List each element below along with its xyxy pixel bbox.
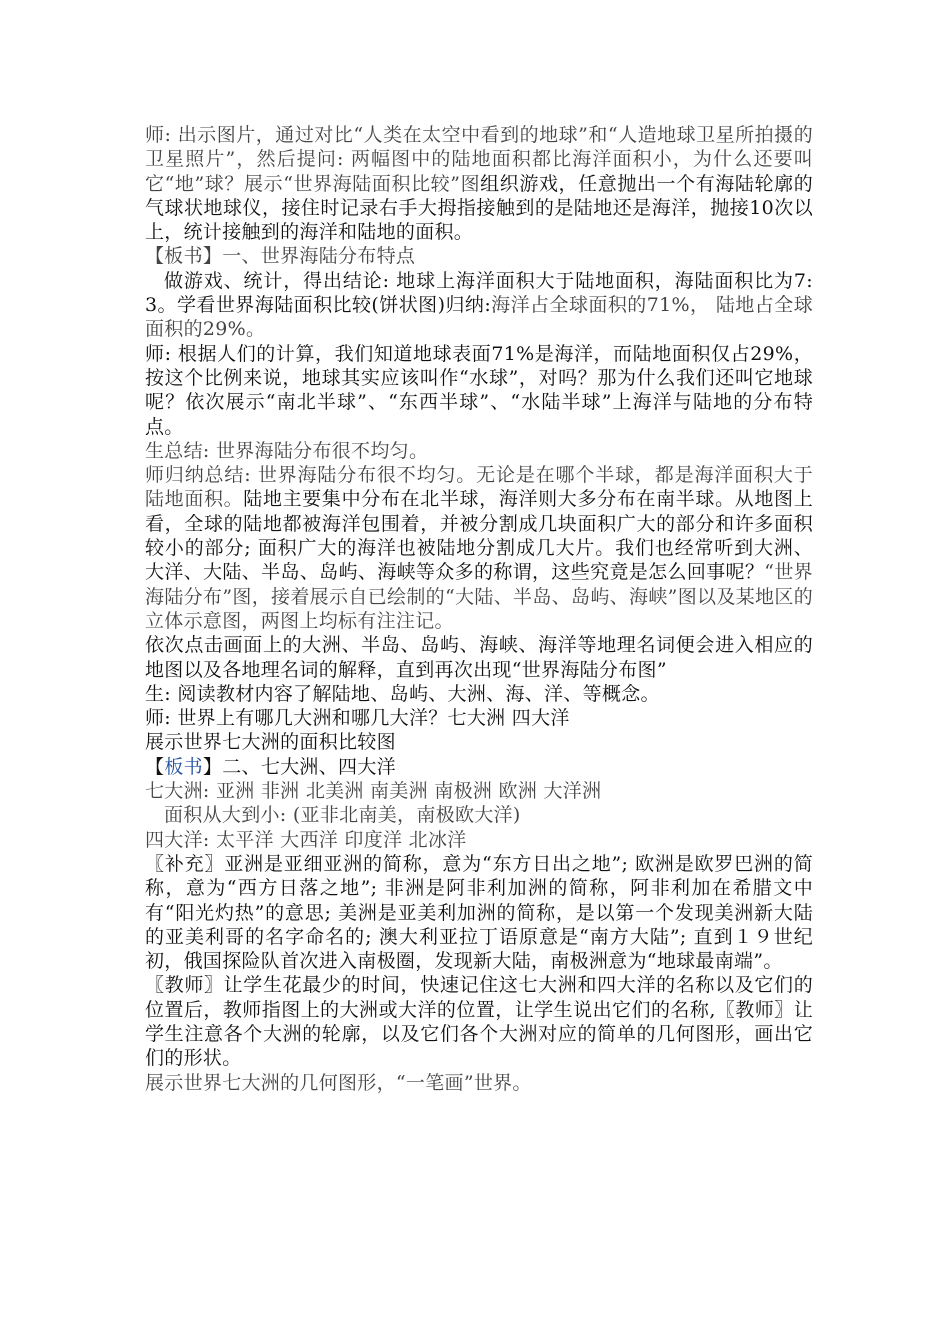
paragraph-click-terms: 依次点击画面上的大洲、半岛、岛屿、海峡、海洋等地理名词便会进入相应的地图以及各地理名词的解释，直到再次出现“世界海陆分布图” (145, 634, 813, 681)
text-segment: 〖教师〗让学生花最少的时间，快速记住这七大洲和四大洋的名称以及它们的位置后，教师指图上的大洲或大洋的位置，让学生说出它们的名称, (145, 974, 813, 1021)
document-page (145, 123, 813, 1095)
paragraph-supplement: 〖补充〗亚洲是亚细亚洲的简称，意为“东方日出之地”; 欧洲是欧罗巴洲的简称，意为“西方日落之地”; 非洲是阿非利加洲的简称，阿非利加在希腊文中有“阳光灼热”的意思; 美洲是亚美利加洲的简称，是以第一个发现美洲新大陆的亚美利哥的名字命名的; 澳大利亚拉丁语原意是“南方大陆”; 直到１９世纪初，俄国探险队首次进入南极圈，发现新大陆，南极洲意为“地球最南端”。 (145, 852, 813, 973)
text-segment: “世界海陆分布”图，接着展示自已绘制的“大陆、半岛、岛屿、海峡”图以及某地区的立体示意图，两图上均标有注注记。 (145, 561, 813, 632)
text-segment: 组织游戏，任意抛出一个有海陆轮廓的气球状地球仪，接住时记录右手大拇指接触到的是陆地还是海洋，抛接10次以上，统计接触到的海洋和陆地的面积。 (145, 172, 813, 244)
paragraph-four-oceans: 四大洋: 太平洋 大西洋 印度洋 北冰洋 (145, 828, 467, 851)
board-word: 板书 (164, 755, 203, 778)
paragraph-teacher-summary (145, 463, 813, 633)
text-segment: 师: 出示图片，通过对比“人类在太空中看到的地球”和“人造地球卫星所拍摄的卫星照片”，然后提问: 两幅图中的陆地面积都比海洋面积小，为什么还要叫它“地”球？展示“世界海陆面积比较”图 (145, 124, 813, 195)
paragraph-teacher-activity (145, 973, 813, 1070)
text-segment: 〖教师〗让学生注意各个大洲的轮廓，以及它们各个大洲对应的简单的几何图形，画出它们的形状。 (145, 998, 813, 1070)
text-segment: 师归纳总结: 世界海陆分布很不均匀。无论是在哪个半球，都是海洋面积大于陆地面积。 (145, 464, 813, 511)
paragraph-seven-continents: 七大洲: 亚洲 非洲 北美洲 南美洲 南极洲 欧洲 大洋洲 (145, 780, 602, 803)
text-segment: 陆地主要集中分布在北半球，海洋则大多分布在南半球。从地图上看，全球的陆地都被海洋包围着，并被分割成几块面积广大的部分和许多面积较小的部分; 面积广大的海洋也被陆地分割成几大片。我们也经常听到大洲、大洋、大陆、半岛、岛屿、海峡等众多的称谓，这些究竟是怎么回事呢？ (145, 488, 813, 584)
paragraph-area-order: 面积从大到小: (亚非北南美，南极欧大洋) (164, 804, 521, 827)
paragraph-geometric-shapes: 展示世界七大洲的几何图形，“一笔画”世界。 (145, 1071, 532, 1094)
paragraph-student-summary: 生总结: 世界海陆分布很不均匀。 (145, 439, 429, 462)
paragraph-teacher-intro (145, 123, 813, 244)
paragraph-water-ball: 师: 根据人们的计算，我们知道地球表面71%是海洋，而陆地面积仅占29%，按这个比例来说，地球其实应该叫作“水球”，对吗？那为什么我们还叫它地球呢？依次展示“南北半球”、“东西半球”、“水陆半球”上海洋与陆地的分布特点。 (145, 342, 813, 438)
text-segment: 海洋占全球面积的71%， 陆地占全球面积的29%。 (145, 294, 813, 341)
paragraph-teacher-question: 师: 世界上有哪几大洲和哪几大洋？七大洲 四大洋 (145, 707, 570, 730)
board-heading-1: 【板书】一、世界海陆分布特点 (145, 245, 416, 268)
paragraph-show-area-chart: 展示世界七大洲的面积比较图 (145, 731, 396, 754)
paragraph-student-read: 生: 阅读教材内容了解陆地、岛屿、大洲、海、洋、等概念。 (145, 682, 660, 705)
board-heading-2: 【板书】二、七大洲、四大洋 (145, 755, 396, 778)
text-segment: 做游戏、统计，得出结论: 地球上海洋面积大于陆地面积，海陆面积比为7: 3。学看世界海陆面积比较(饼状图)归纳: (145, 269, 813, 317)
paragraph-game-conclusion (145, 269, 813, 342)
